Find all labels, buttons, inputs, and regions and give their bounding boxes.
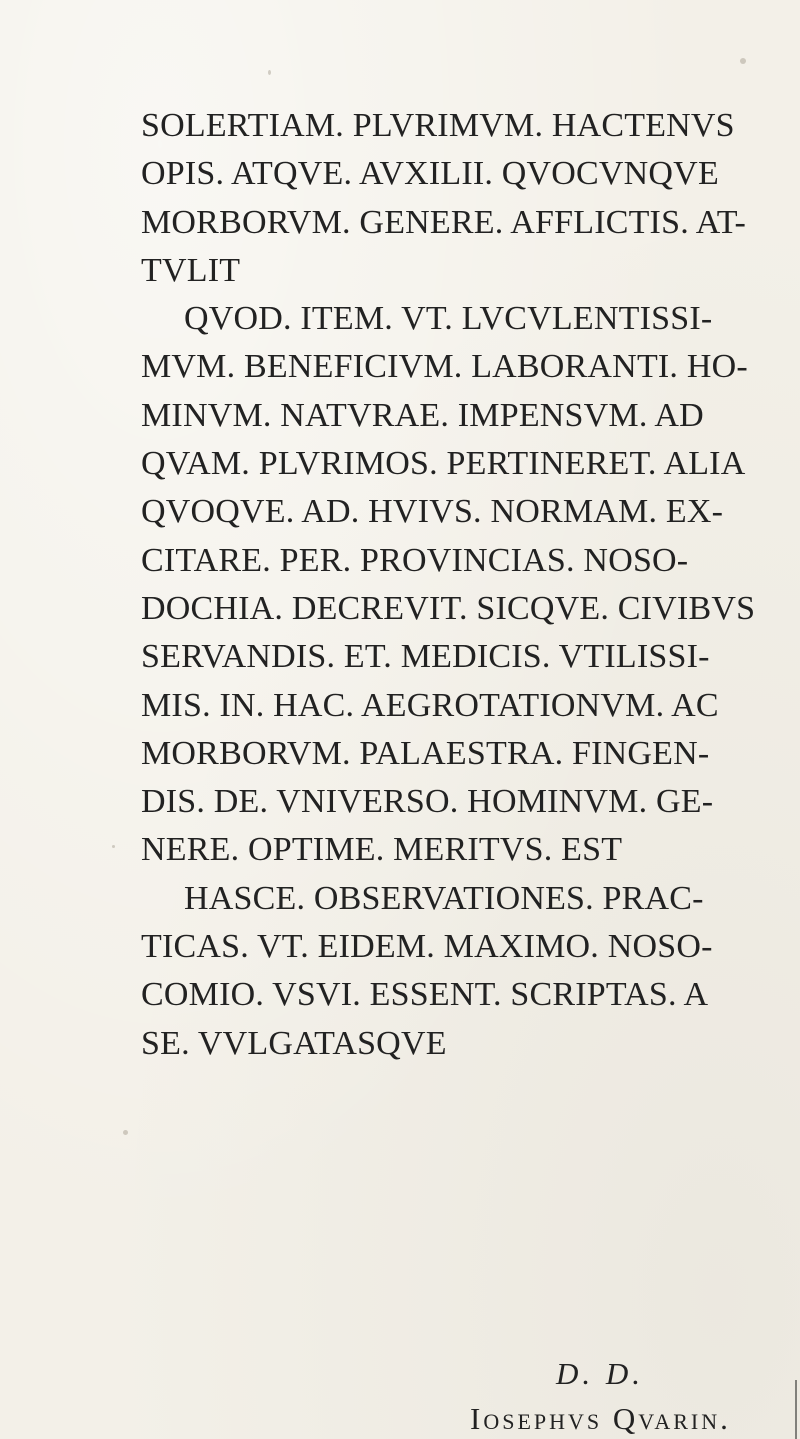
inscription-line: SERVANDIS. ET. MEDICIS. VTILISSI- <box>141 638 710 676</box>
inscription-line: MINVM. NATVRAE. IMPENSVM. AD <box>141 396 704 434</box>
inscription-line: MIS. IN. HAC. AEGROTATIONVM. AC <box>141 686 719 724</box>
page-edge-mark <box>795 1380 797 1439</box>
inscription-line: SOLERTIAM. PLVRIMVM. HACTENVS <box>141 107 735 144</box>
paper-speck <box>112 845 115 848</box>
signature-degree: D. D. <box>556 1356 645 1391</box>
inscription-line: MORBORVM. PALAESTRA. FINGEN- <box>141 734 710 772</box>
inscription-line: MVM. BENEFICIVM. LABORANTI. HO- <box>141 348 748 386</box>
inscription-line: QVOD. ITEM. VT. LVCVLENTISSI- <box>184 300 713 338</box>
inscription-line: QVOQVE. AD. HVIVS. NORMAM. EX- <box>141 493 724 531</box>
inscription-line: TVLIT <box>141 251 241 289</box>
inscription-line: HASCE. OBSERVATIONES. PRAC- <box>184 879 704 917</box>
inscription-line: TICAS. VT. EIDEM. MAXIMO. NOSO- <box>141 928 713 966</box>
dedication-inscription <box>141 102 781 1068</box>
inscription-line: CITARE. PER. PROVINCIAS. NOSO- <box>141 541 689 579</box>
inscription-line: NERE. OPTIME. MERITVS. EST <box>141 831 623 869</box>
paper-speck <box>123 1130 128 1135</box>
paper-speck <box>740 58 746 64</box>
inscription-line: COMIO. VSVI. ESSENT. SCRIPTAS. A <box>141 976 709 1014</box>
inscription-line: MORBORVM. GENERE. AFFLICTIS. AT- <box>141 203 747 241</box>
inscription-line: DOCHIA. DECREVIT. SICQVE. CIVIBVS <box>141 589 756 627</box>
inscription-line: SE. VVLGATASQVE <box>141 1024 447 1062</box>
inscription-line: QVAM. PLVRIMOS. PERTINERET. ALIA <box>141 445 746 483</box>
inscription-line: DIS. DE. VNIVERSO. HOMINVM. GE- <box>141 783 714 821</box>
inscription-line: OPIS. ATQVE. AVXILII. QVOCVNQVE <box>141 155 719 193</box>
signature-name: Iosephvs Qvarin. <box>470 1401 731 1436</box>
paper-speck <box>268 70 271 75</box>
